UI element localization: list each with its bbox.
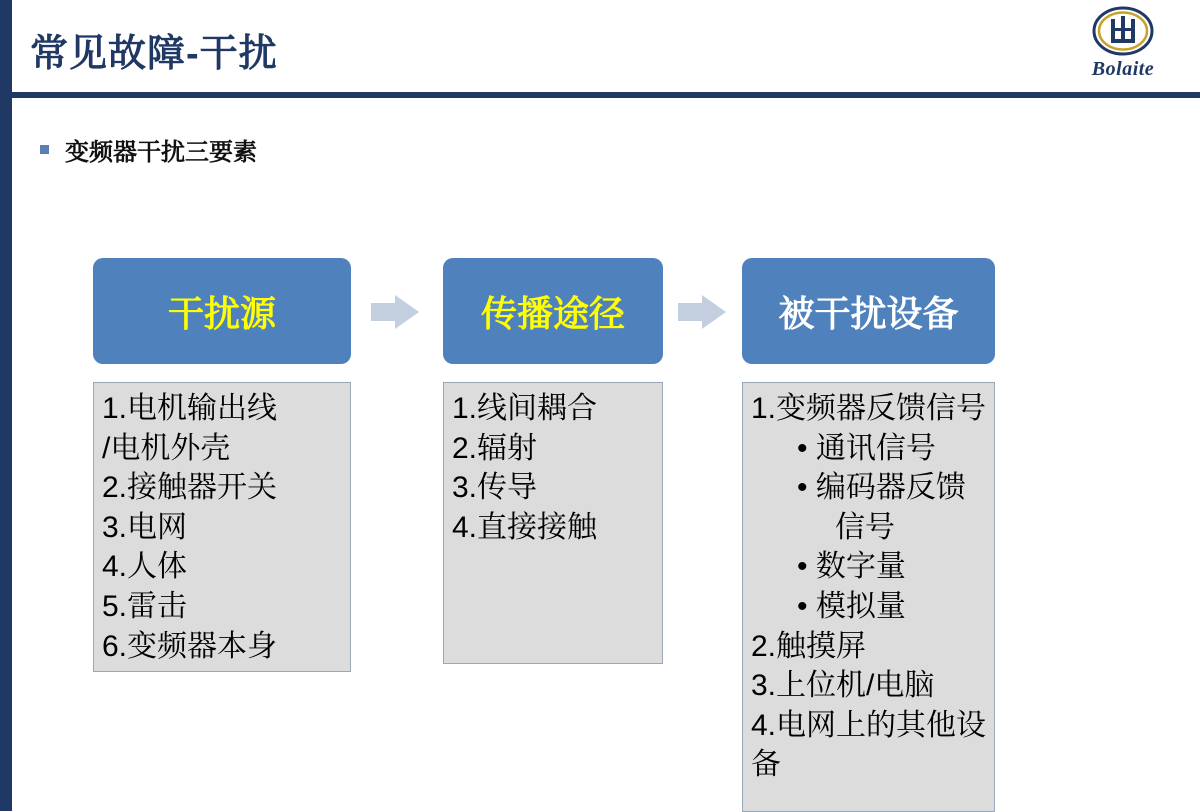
list-item: 1.线间耦合 [452, 392, 598, 425]
list-item: /电机外壳 [102, 431, 231, 465]
flow-header-label-3: 被干扰设备 [778, 292, 959, 334]
list-item: 1.变频器反馈信号 [751, 392, 987, 425]
list-item: • 通讯信号 [797, 431, 936, 465]
list-item: 2.辐射 [452, 431, 538, 465]
bullet-heading [40, 132, 257, 167]
list-item: 3.上位机/电脑 [751, 669, 935, 703]
list-item: • 模拟量 [797, 589, 906, 623]
flow-header-box-3 [742, 258, 995, 364]
list-item: 1.电机输出线 [102, 392, 278, 425]
flow-header-label-2: 传播途径 [480, 292, 625, 334]
flow-column-victim [742, 258, 995, 812]
list-item: • 编码器反馈 [797, 471, 966, 505]
logo-emblem-icon [1092, 6, 1154, 56]
flow-header-box-2 [443, 258, 663, 364]
list-item: 3.传导 [452, 471, 538, 505]
logo-wordmark: Bolaite [1091, 58, 1155, 80]
list-item: 2.接触器开关 [102, 471, 278, 505]
flow-arrow-right-icon [371, 295, 419, 329]
list-item: 信号 [835, 510, 895, 544]
bullet-heading-label: 变频器干扰三要素 [65, 139, 257, 166]
list-item: 2.触摸屏 [751, 629, 867, 663]
header-divider [12, 92, 1200, 98]
bullet-square-icon [40, 145, 49, 154]
flow-diagram [0, 258, 1200, 808]
company-logo [1068, 6, 1178, 90]
flow-arrow-right-icon [678, 295, 726, 329]
page-title: 常见故障-干扰 [30, 33, 278, 75]
list-item: 4.直接接触 [452, 510, 598, 544]
flow-list-box-2 [443, 382, 663, 664]
slide-header [12, 0, 1200, 98]
flow-list-box-1 [93, 382, 351, 672]
list-item: 5.雷击 [102, 589, 188, 623]
list-item: 4.人体 [102, 550, 188, 584]
flow-header-box-1 [93, 258, 351, 364]
flow-header-label-1: 干扰源 [167, 292, 276, 334]
flow-list-box-3 [742, 382, 995, 812]
list-item: 3.电网 [102, 510, 188, 544]
list-item: 6.变频器本身 [102, 629, 278, 663]
list-item: • 数字量 [797, 550, 906, 584]
flow-column-source [93, 258, 351, 672]
list-item: 4.电网上的其他设备 [751, 708, 987, 782]
flow-column-path [443, 258, 663, 664]
